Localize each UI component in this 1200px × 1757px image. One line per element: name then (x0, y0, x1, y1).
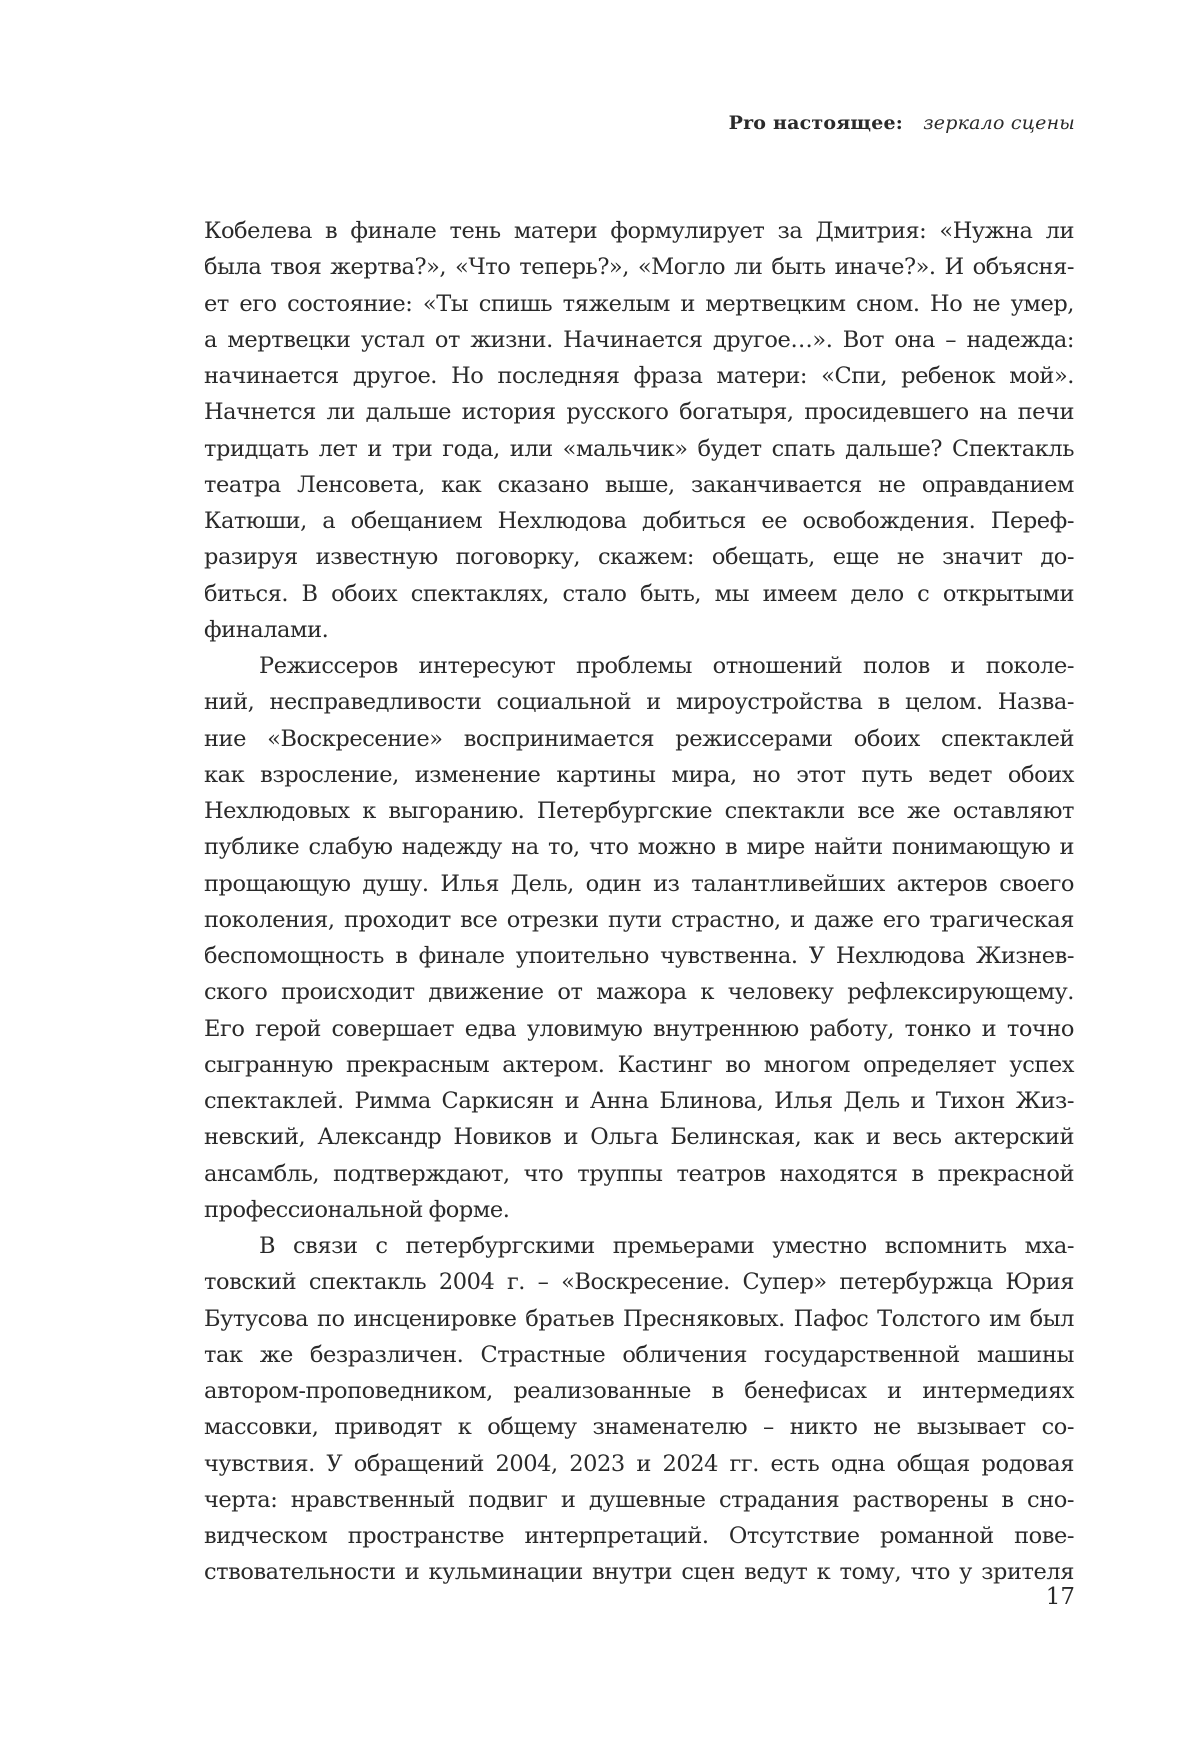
text-line: Кобелева в финале тень матери формулирует за Дмитрия: «Нужна ли (204, 213, 1074, 249)
text-line: тридцать лет и три года, или «мальчик» будет спать дальше? Спектакль (204, 431, 1074, 467)
text-line: поколения, проходит все отрезки пути страстно, и даже его трагическая (204, 902, 1074, 938)
text-line: разируя известную поговорку, скажем: обещать, еще не значит до- (204, 539, 1074, 575)
text-line: ет его состояние: «Ты спишь тяжелым и мертвецким сном. Но не умер, (204, 286, 1074, 322)
running-head-subtitle: зеркало сцены (923, 112, 1075, 134)
text-line: ний, несправедливости социальной и мироустройства в целом. Назва- (204, 684, 1074, 720)
page-number: 17 (1046, 1584, 1075, 1610)
text-line: товский спектакль 2004 г. – «Воскресение. Супер» петербуржца Юрия (204, 1264, 1074, 1300)
text-line: Режиссеров интересуют проблемы отношений полов и поколе- (204, 648, 1074, 684)
text-line: биться. В обоих спектаклях, стало быть, мы имеем дело с открытыми (204, 576, 1074, 612)
text-line: черта: нравственный подвиг и душевные страдания растворены в сно- (204, 1482, 1074, 1518)
text-line: профессиональной форме. (204, 1192, 1074, 1228)
text-line: так же безразличен. Страстные обличения государственной машины (204, 1337, 1074, 1373)
text-line: Катюши, а обещанием Нехлюдова добиться ее освобождения. Переф- (204, 503, 1074, 539)
text-line: финалами. (204, 612, 1074, 648)
text-line: видческом пространстве интерпретаций. Отсутствие романной пове- (204, 1518, 1074, 1554)
text-line: Бутусова по инсценировке братьев Пресняковых. Пафос Толстого им был (204, 1301, 1074, 1337)
running-head (729, 112, 1075, 134)
text-line: театра Ленсовета, как сказано выше, заканчивается не оправданием (204, 467, 1074, 503)
text-line: автором-проповедником, реализованные в бенефисах и интермедиях (204, 1373, 1074, 1409)
text-line: прощающую душу. Илья Дель, один из талантливейших актеров своего (204, 866, 1074, 902)
text-line: публике слабую надежду на то, что можно в мире найти понимающую и (204, 829, 1074, 865)
text-line: ствовательности и кульминации внутри сцен ведут к тому, что у зрителя (204, 1554, 1074, 1590)
text-line: Нехлюдовых к выгоранию. Петербургские спектакли все же оставляют (204, 793, 1074, 829)
text-line: спектаклей. Римма Саркисян и Анна Блинова, Илья Дель и Тихон Жиз- (204, 1083, 1074, 1119)
text-line: Начнется ли дальше история русского богатыря, просидевшего на печи (204, 394, 1074, 430)
body-text (204, 213, 1074, 1591)
text-line: ние «Воскресение» воспринимается режиссерами обоих спектаклей (204, 721, 1074, 757)
text-line: сыгранную прекрасным актером. Кастинг во многом определяет успех (204, 1047, 1074, 1083)
text-line: невский, Александр Новиков и Ольга Белинская, как и весь актерский (204, 1119, 1074, 1155)
text-line: ансамбль, подтверждают, что труппы театров находятся в прекрасной (204, 1156, 1074, 1192)
text-line: ского происходит движение от мажора к человеку рефлексирующему. (204, 974, 1074, 1010)
text-line: Его герой совершает едва уловимую внутреннюю работу, тонко и точно (204, 1011, 1074, 1047)
text-line: чувствия. У обращений 2004, 2023 и 2024 гг. есть одна общая родовая (204, 1446, 1074, 1482)
text-line: В связи с петербургскими премьерами уместно вспомнить мха- (204, 1228, 1074, 1264)
running-head-section: Pro настоящее: (729, 112, 903, 134)
text-line: а мертвецки устал от жизни. Начинается другое…». Вот она – надежда: (204, 322, 1074, 358)
text-line: начинается другое. Но последняя фраза матери: «Спи, ребенок мой». (204, 358, 1074, 394)
text-line: беспомощность в финале упоительно чувственна. У Нехлюдова Жизнев- (204, 938, 1074, 974)
text-line: была твоя жертва?», «Что теперь?», «Могло ли быть иначе?». И объясня- (204, 249, 1074, 285)
text-line: массовки, приводят к общему знаменателю – никто не вызывает со- (204, 1409, 1074, 1445)
text-line: как взросление, изменение картины мира, но этот путь ведет обоих (204, 757, 1074, 793)
